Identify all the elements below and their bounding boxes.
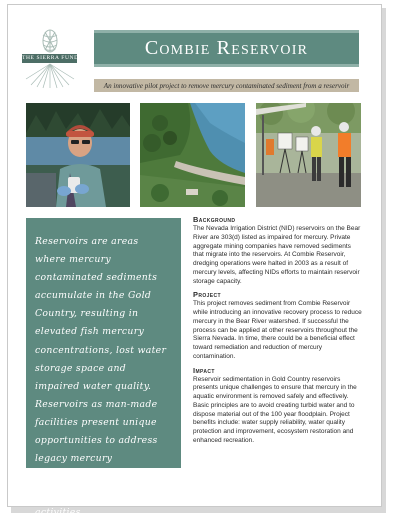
page-title: Combie Reservoir (144, 37, 309, 59)
background-heading: Background (193, 215, 236, 224)
woman-holding-sample-jar-photo (26, 103, 130, 207)
content-column (193, 215, 363, 450)
impact-heading: Impact (193, 365, 215, 375)
pull-quote-box (26, 218, 181, 519)
project-heading: Project (193, 290, 222, 300)
project-text: This project removes sediment from Combie Reservoir while introducing an innovative recovery process to reduce mercury in the Bear River watershed. If successful the process can be applied at other reservoirs throughout the Sierra Nevada. In time, there could be a beneficial effect toward remediation and reduction of mercury contamination. (193, 300, 362, 360)
logo-text: THE SIERRA FUND (22, 55, 79, 61)
pull-quote: Reservoirs are areas where mercury contaminated sediments accumulate in the Gold Country, resulting in elevated fish mercury concentrations, lost water storage space and impaired water quality. Reservoirs as man-made facilities present unique opportunities to address legacy mercury contamination with innovative maintenance activities. (35, 236, 167, 519)
subtitle-banner (94, 79, 359, 92)
background-text: The Nevada Irrigation District (NID) reservoirs on the Bear River are 303(d) listed as impaired for mercury. Private aggregate mining companies have removed sediments that migrate into the reservoirs. At Combie Reservoir, dredging operations were halted in 2003 as a result of mercury levels, affecting NIDs efforts to maintain reservoir storage capacity. (193, 225, 361, 285)
aerial-reservoir-photo (140, 103, 245, 207)
impact-text: Reservoir sedimentation in Gold Country reservoirs presents unique challenges to ensure that mercury in the aquatic environment is removed safely and effectively. Basic principles are to avoid creating turbid water and to dispose material out of the 100 year floodplain. Project benefits include: water supply reliability, water quality protection and improvement, ecosystem restoration and enhanced recreation. (193, 375, 357, 444)
title-banner (94, 30, 359, 67)
page-subtitle: An innovative pilot project to remove mercury contaminated sediment from a reservoir (103, 81, 350, 90)
field-workers-photo (256, 103, 361, 207)
